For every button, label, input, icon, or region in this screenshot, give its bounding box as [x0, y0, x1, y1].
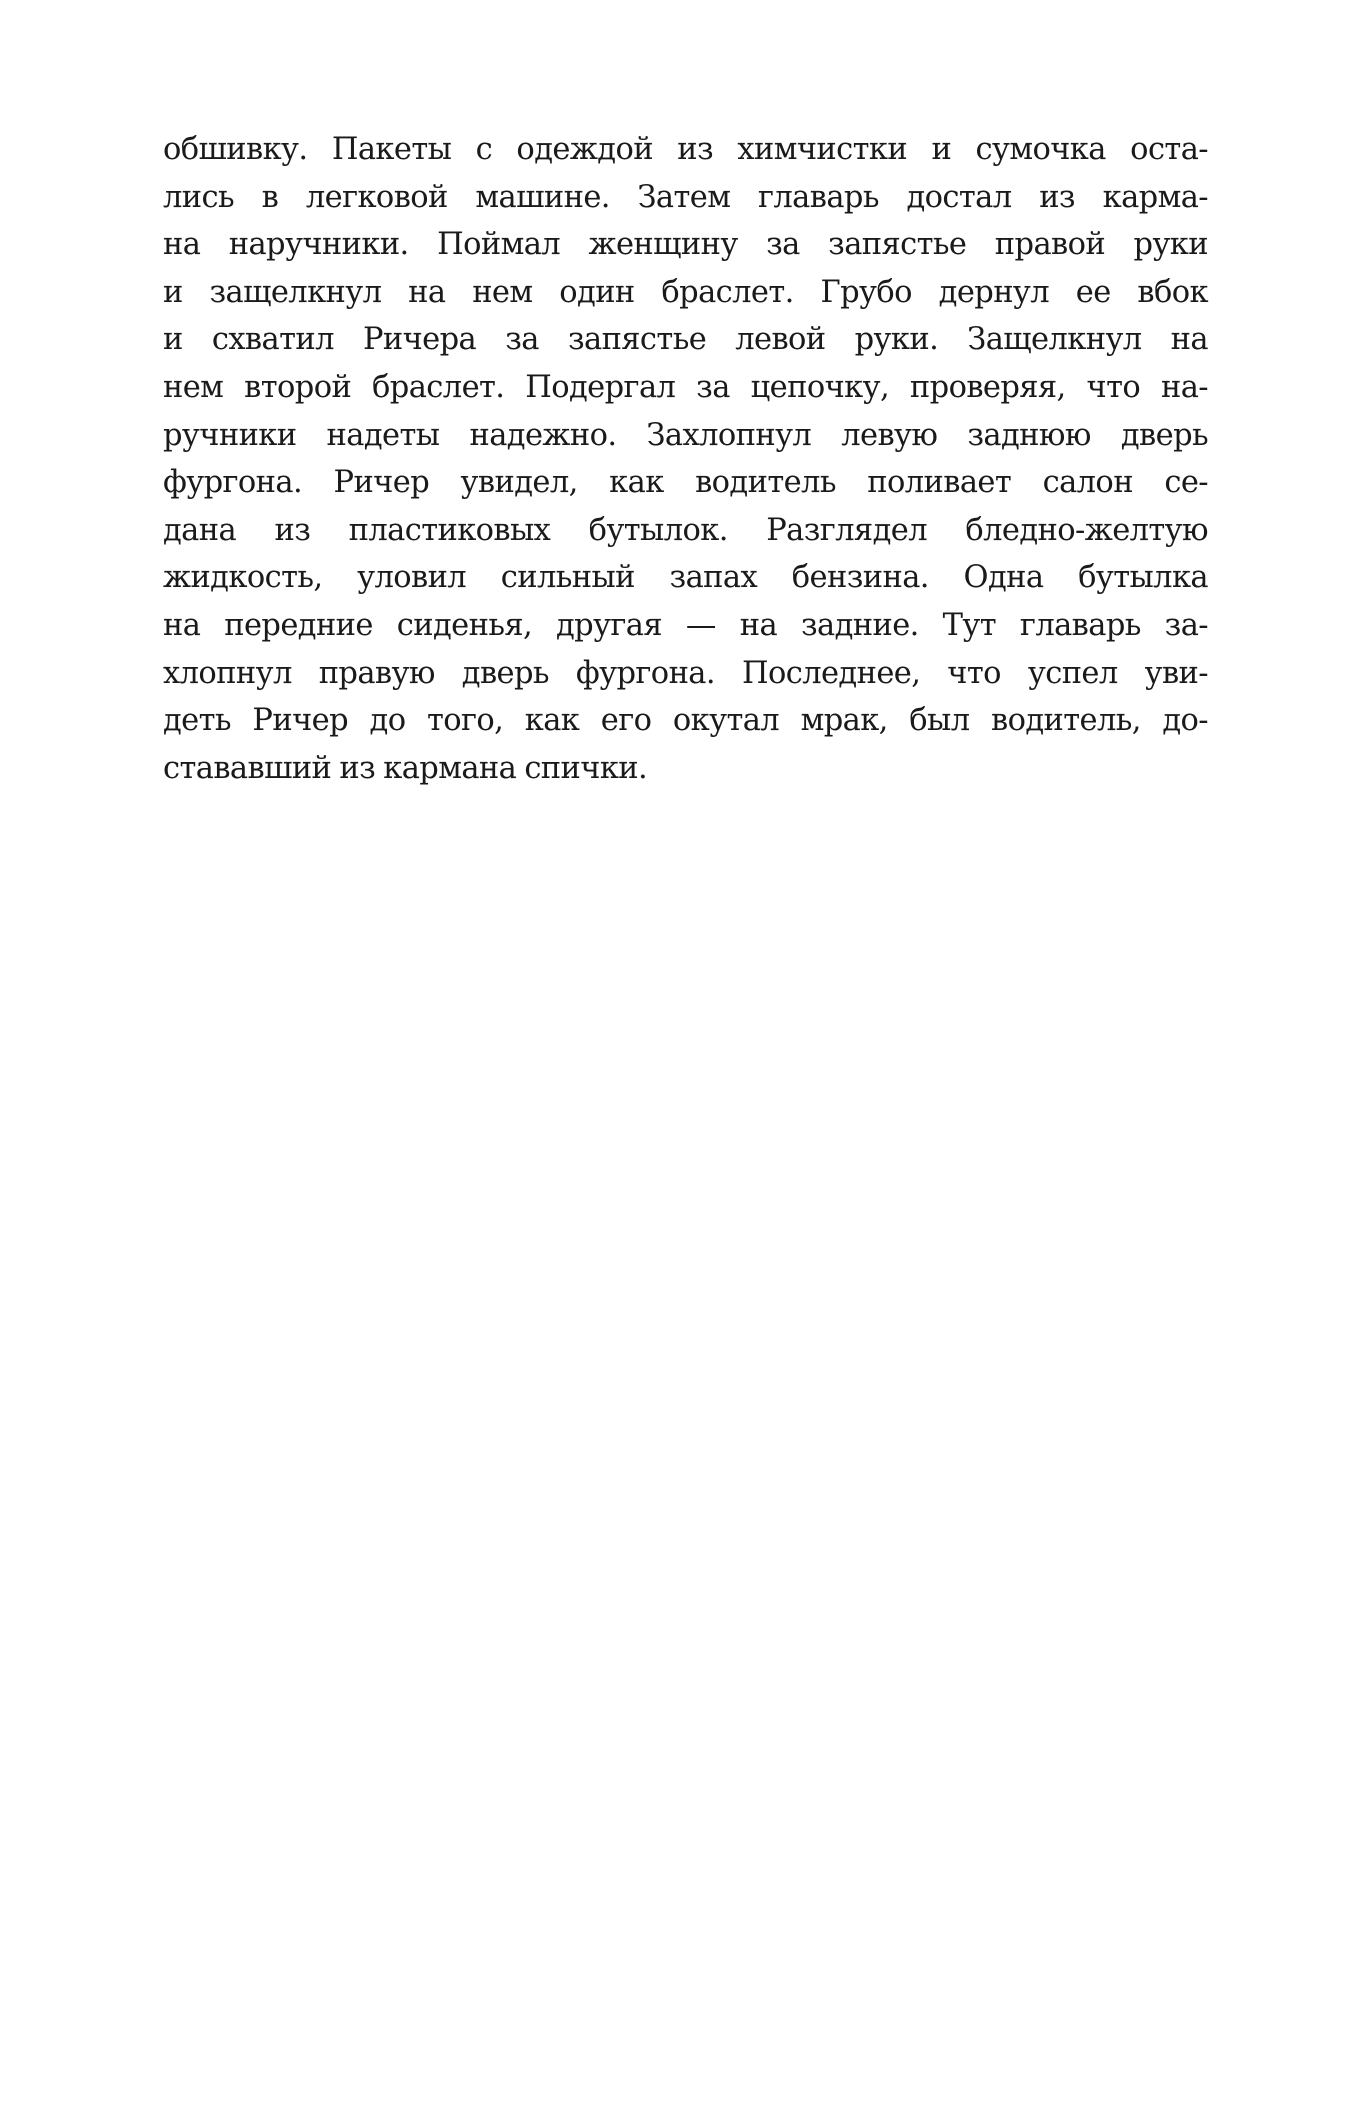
- text-line-14: стававший из кармана спички.: [163, 750, 648, 786]
- text-line-13: деть Ричер до того, как его окутал мрак, был водитель, до-: [163, 703, 1208, 739]
- text-line-5: и схватил Ричера за запястье левой руки. Защелкнул на: [163, 322, 1208, 358]
- text-line-8: фургона. Ричер увидел, как водитель поливает салон се-: [163, 465, 1208, 501]
- text-line-1: обшивку. Пакеты с одеждой из химчистки и сумочка оста-: [163, 132, 1208, 167]
- text-line-9: дана из пластиковых бутылок. Разглядел бледно-желтую: [163, 512, 1208, 548]
- text-line-11: на передние сиденья, другая — на задние. Тут главарь за-: [163, 607, 1208, 643]
- text-line-7: ручники надеты надежно. Захлопнул левую заднюю дверь: [163, 417, 1208, 453]
- text-line-2: лись в легковой машине. Затем главарь достал из карма-: [163, 179, 1208, 215]
- text-line-10: жидкость, уловил сильный запах бензина. Одна бутылка: [163, 560, 1208, 596]
- text-line-4: и защелкнул на нем один браслет. Грубо дернул ее вбок: [163, 274, 1208, 310]
- text-line-3: на наручники. Поймал женщину за запястье правой руки: [163, 227, 1208, 263]
- body-text: [163, 126, 1208, 792]
- text-line-12: хлопнул правую дверь фургона. Последнее, что успел уви-: [163, 655, 1208, 691]
- text-line-6: нем второй браслет. Подергал за цепочку, проверяя, что на-: [163, 369, 1208, 405]
